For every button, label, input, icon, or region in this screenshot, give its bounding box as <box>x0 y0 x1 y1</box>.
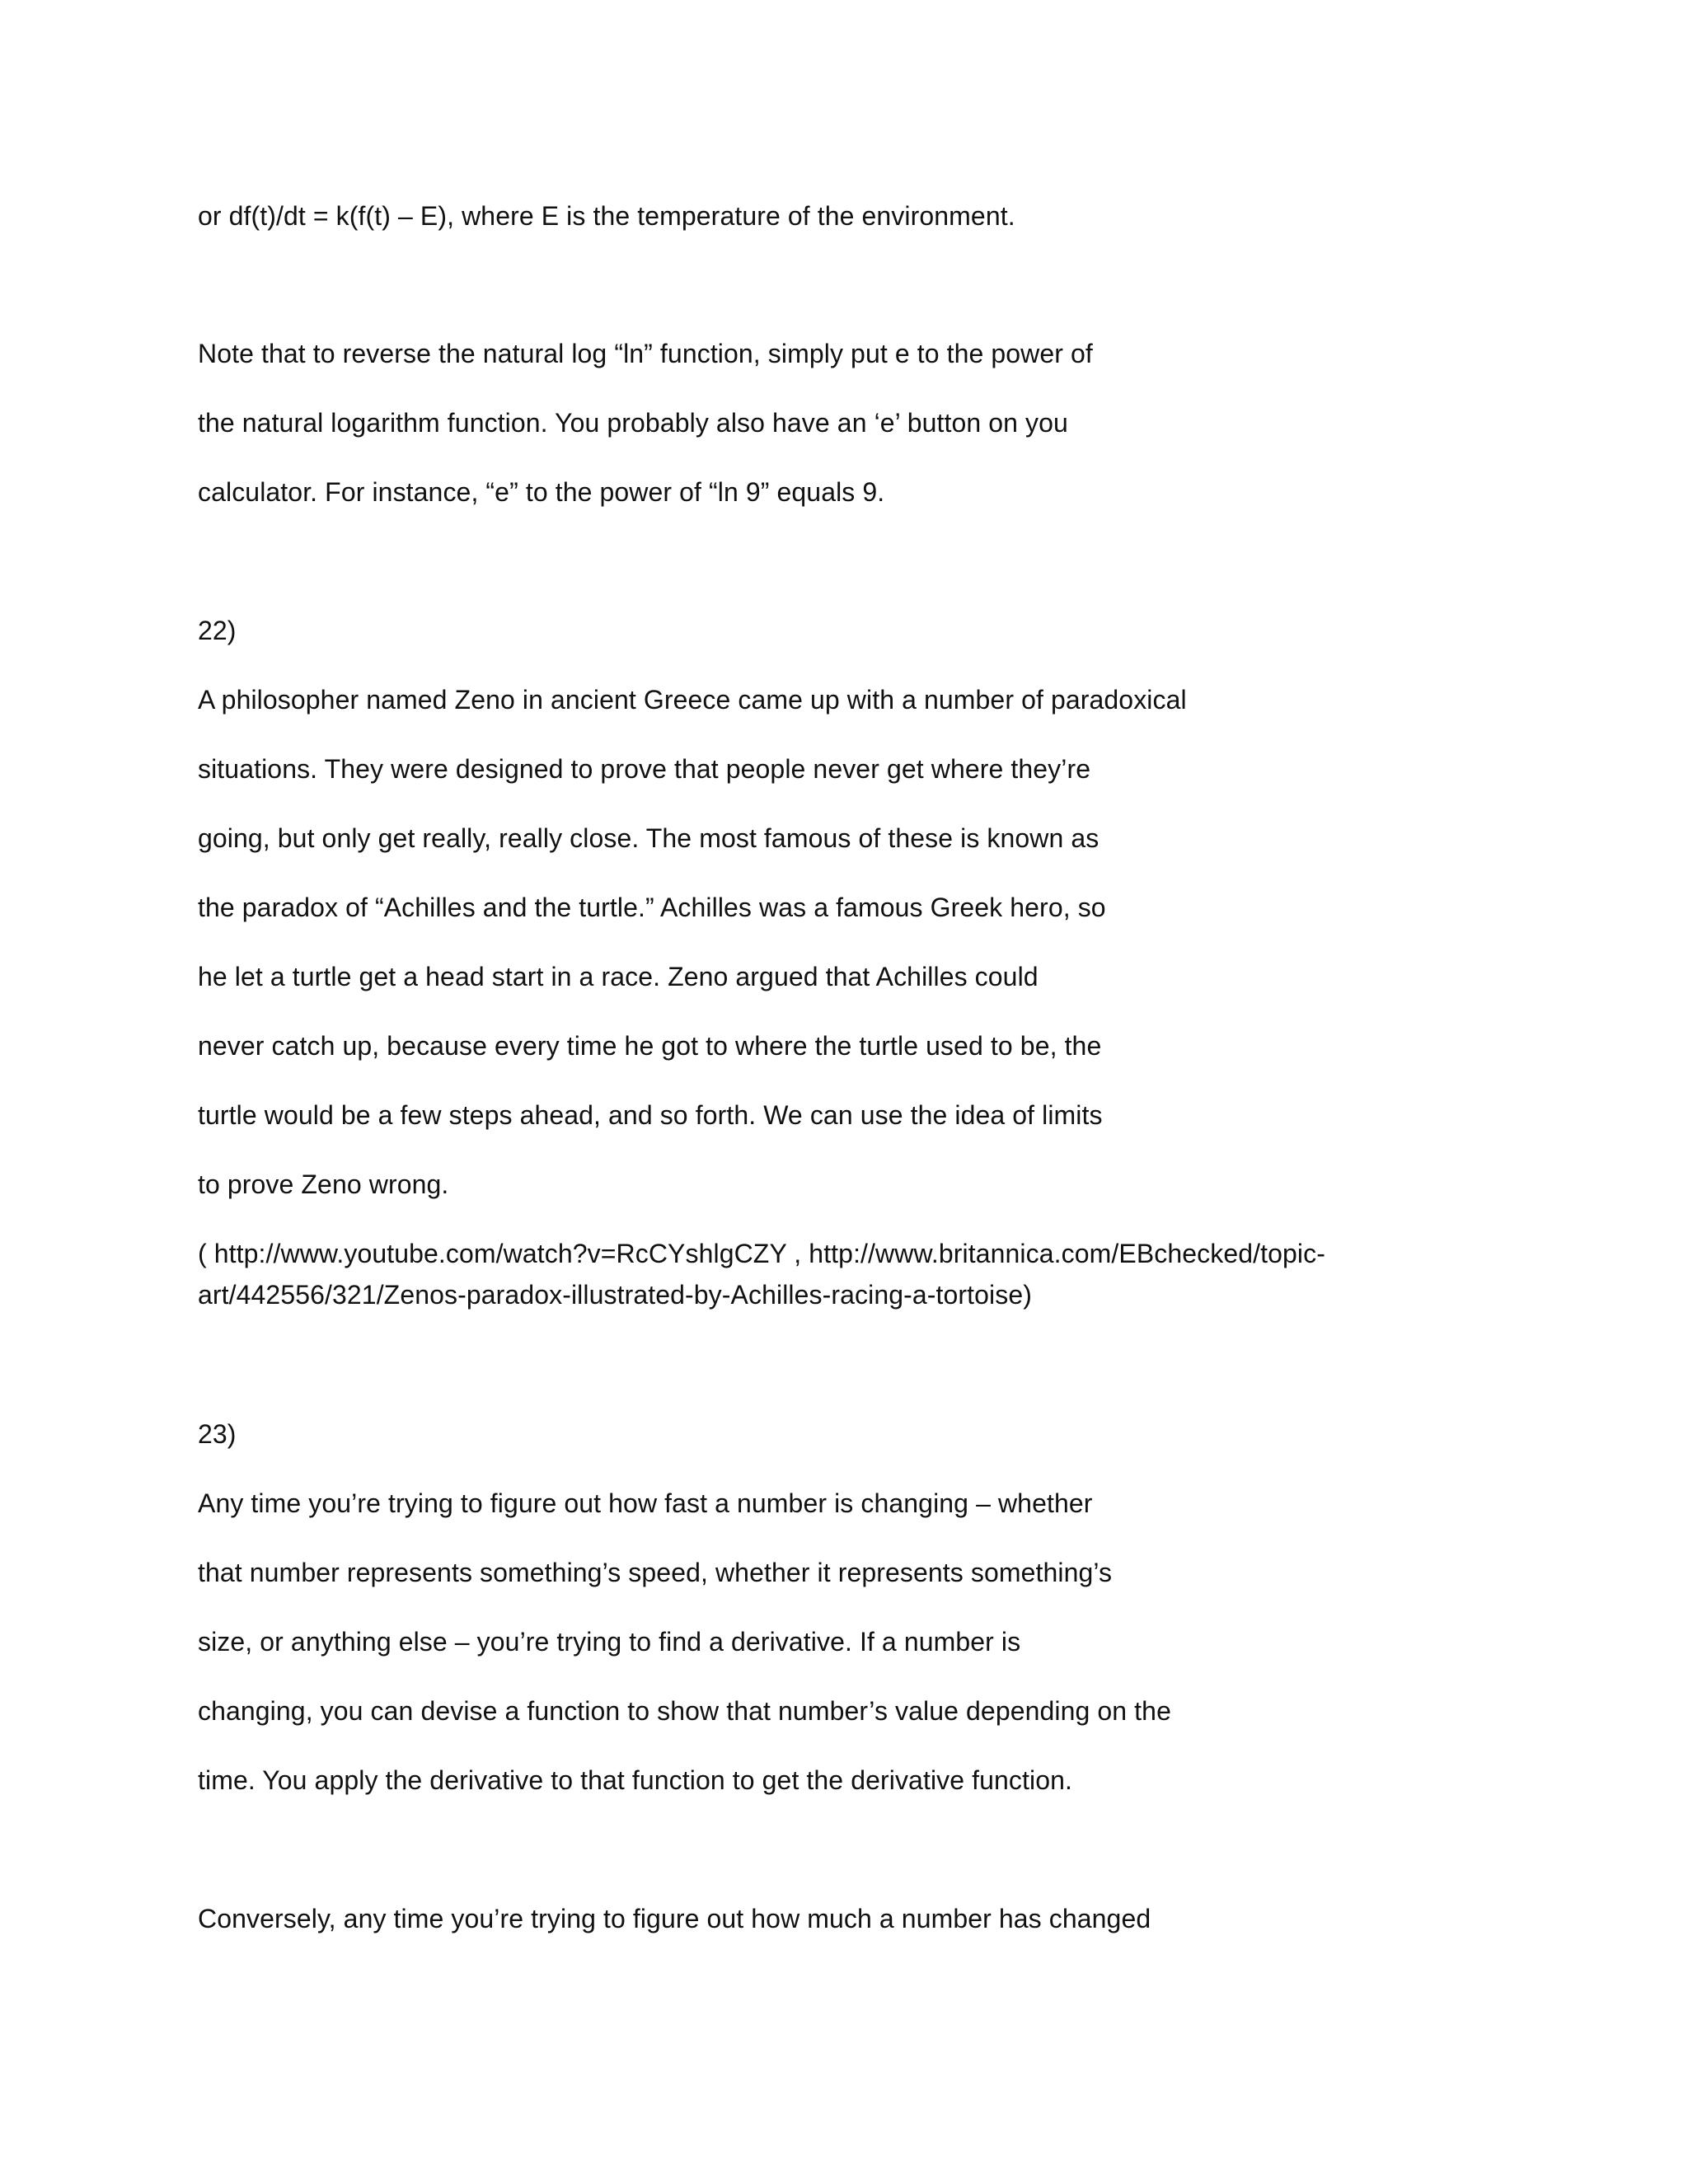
reference-line: ( http://www.youtube.com/watch?v=RcCYshlgCZY , http://www.britannica.com/EBchecked/topic- <box>198 1239 1325 1268</box>
text-line: the paradox of “Achilles and the turtle.” Achilles was a famous Greek hero, so <box>198 893 1106 922</box>
text-line: size, or anything else – you’re trying to find a derivative. If a number is <box>198 1627 1021 1657</box>
text-line: or df(t)/dt = k(f(t) – E), where E is the temperature of the environment. <box>198 201 1015 231</box>
text-line: he let a turtle get a head start in a race. Zeno argued that Achilles could <box>198 962 1039 991</box>
section-number: 23) <box>198 1419 237 1449</box>
reference-line: art/442556/321/Zenos-paradox-illustrated-by-Achilles-racing-a-tortoise) <box>198 1280 1033 1310</box>
text-line: Any time you’re trying to figure out how fast a number is changing – whether <box>198 1488 1093 1518</box>
text-line: Conversely, any time you’re trying to figure out how much a number has changed <box>198 1904 1151 1933</box>
text-line: the natural logarithm function. You probably also have an ‘e’ button on you <box>198 408 1068 438</box>
text-line: calculator. For instance, “e” to the power of “ln 9” equals 9. <box>198 477 885 507</box>
text-line: to prove Zeno wrong. <box>198 1169 449 1199</box>
text-line: A philosopher named Zeno in ancient Greece came up with a number of paradoxical <box>198 685 1187 715</box>
section-number: 22) <box>198 616 237 645</box>
text-line: changing, you can devise a function to show that number’s value depending on the <box>198 1696 1171 1726</box>
text-line: situations. They were designed to prove that people never get where they’re <box>198 754 1091 784</box>
text-line: going, but only get really, really close. The most famous of these is known as <box>198 823 1100 853</box>
text-line: that number represents something’s speed, whether it represents something’s <box>198 1558 1113 1587</box>
text-line: time. You apply the derivative to that function to get the derivative function. <box>198 1765 1073 1795</box>
text-line: turtle would be a few steps ahead, and so forth. We can use the idea of limits <box>198 1100 1103 1130</box>
text-line: Note that to reverse the natural log “ln” function, simply put e to the power of <box>198 339 1093 368</box>
text-line: never catch up, because every time he got to where the turtle used to be, the <box>198 1031 1102 1061</box>
